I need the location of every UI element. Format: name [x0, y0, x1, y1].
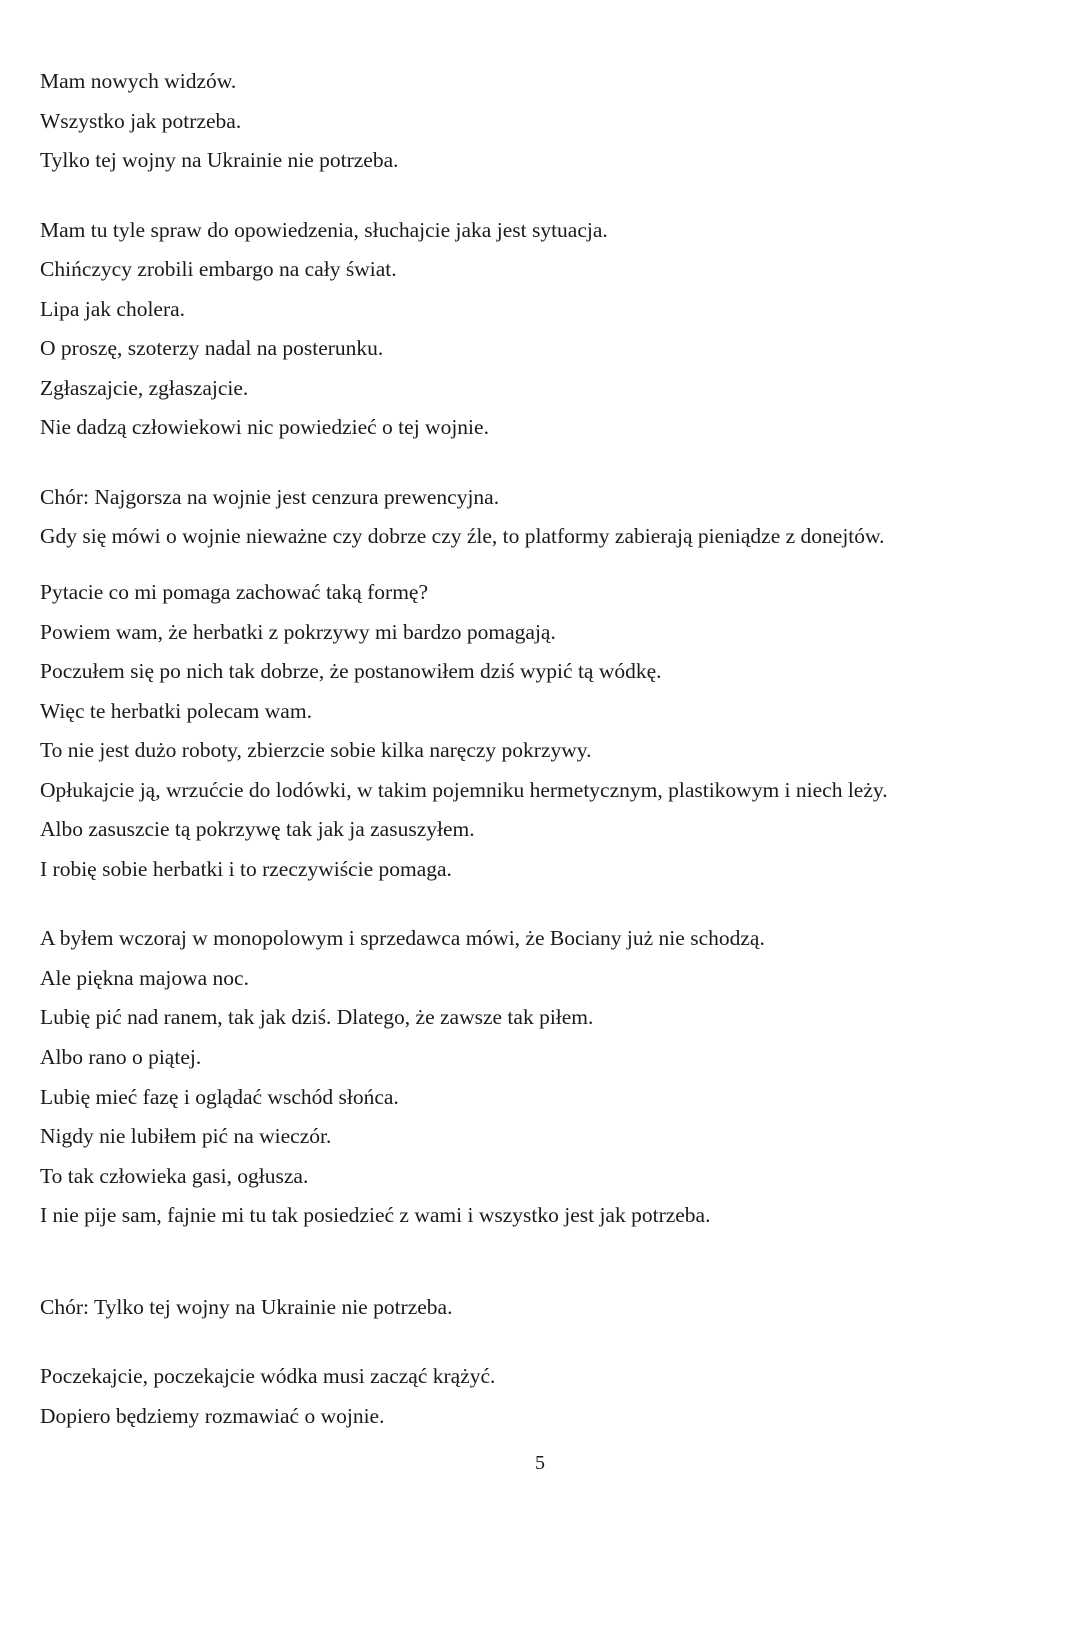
text-line: Lipa jak cholera.: [40, 296, 186, 321]
text-line: Powiem wam, że herbatki z pokrzywy mi bardzo pomagają.: [40, 619, 556, 644]
text-line: Mam tu tyle spraw do opowiedzenia, słuchajcie jaka jest sytuacja.: [40, 217, 608, 242]
text-line: Dopiero będziemy rozmawiać o wojnie.: [40, 1403, 385, 1428]
text-line: Poczekajcie, poczekajcie wódka musi zacząć krążyć.: [40, 1364, 496, 1389]
text-line: Zgłaszajcie, zgłaszajcie.: [40, 375, 249, 400]
text-line: Albo rano o piątej.: [40, 1045, 202, 1070]
text-line: I robię sobie herbatki i to rzeczywiście pomaga.: [40, 856, 452, 881]
text-line: Wszystko jak potrzeba.: [40, 108, 242, 133]
paragraph: [40, 62, 980, 181]
text-line: Chór: Tylko tej wojny na Ukrainie nie potrzeba.: [40, 1294, 453, 1319]
text-line: Nie dadzą człowiekowi nic powiedzieć o tej wojnie.: [40, 415, 489, 440]
document-body: [40, 62, 980, 1436]
text-line: Albo zasuszcie tą pokrzywę tak jak ja zasuszyłem.: [40, 817, 475, 842]
text-line: Opłukajcie ją, wrzućcie do lodówki, w takim pojemniku hermetycznym, plastikowym i niech leży.: [40, 777, 888, 802]
paragraph: [40, 573, 980, 889]
text-line: Mam nowych widzów.: [40, 69, 237, 93]
text-line: Chińczycy zrobili embargo na cały świat.: [40, 257, 397, 282]
text-line: To tak człowieka gasi, ogłusza.: [40, 1163, 309, 1188]
text-line: Więc te herbatki polecam wam.: [40, 698, 312, 723]
page-number: 5: [535, 1452, 545, 1474]
text-line: Ale piękna majowa noc.: [40, 965, 249, 990]
text-line: To nie jest dużo roboty, zbierzcie sobie kilka naręczy pokrzywy.: [40, 738, 592, 763]
paragraph: [40, 478, 980, 557]
paragraph: [40, 211, 980, 448]
text-line: Poczułem się po nich tak dobrze, że postanowiłem dziś wypić tą wódkę.: [40, 659, 662, 684]
paragraph: [40, 1288, 980, 1328]
text-line: Chór: Najgorsza na wojnie jest cenzura prewencyjna.: [40, 484, 500, 509]
text-line: Tylko tej wojny na Ukrainie nie potrzeba.: [40, 148, 399, 173]
text-line: Lubię mieć fazę i oglądać wschód słońca.: [40, 1084, 399, 1109]
text-line: O proszę, szoterzy nadal na posterunku.: [40, 336, 384, 361]
text-line: I nie pije sam, fajnie mi tu tak posiedzieć z wami i wszystko jest jak potrzeba.: [40, 1203, 711, 1228]
text-line: Pytacie co mi pomaga zachować taką formę?: [40, 580, 429, 605]
text-line: Gdy się mówi o wojnie nieważne czy dobrze czy źle, to platformy zabierają pieniądze z donejtów.: [40, 524, 885, 549]
text-line: Lubię pić nad ranem, tak jak dziś. Dlatego, że zawsze tak piłem.: [40, 1005, 594, 1030]
text-line: A byłem wczoraj w monopolowym i sprzedawca mówi, że Bociany już nie schodzą.: [40, 926, 765, 951]
paragraph: [40, 919, 980, 1235]
text-line: Nigdy nie lubiłem pić na wieczór.: [40, 1124, 332, 1149]
paragraph: [40, 1357, 980, 1436]
